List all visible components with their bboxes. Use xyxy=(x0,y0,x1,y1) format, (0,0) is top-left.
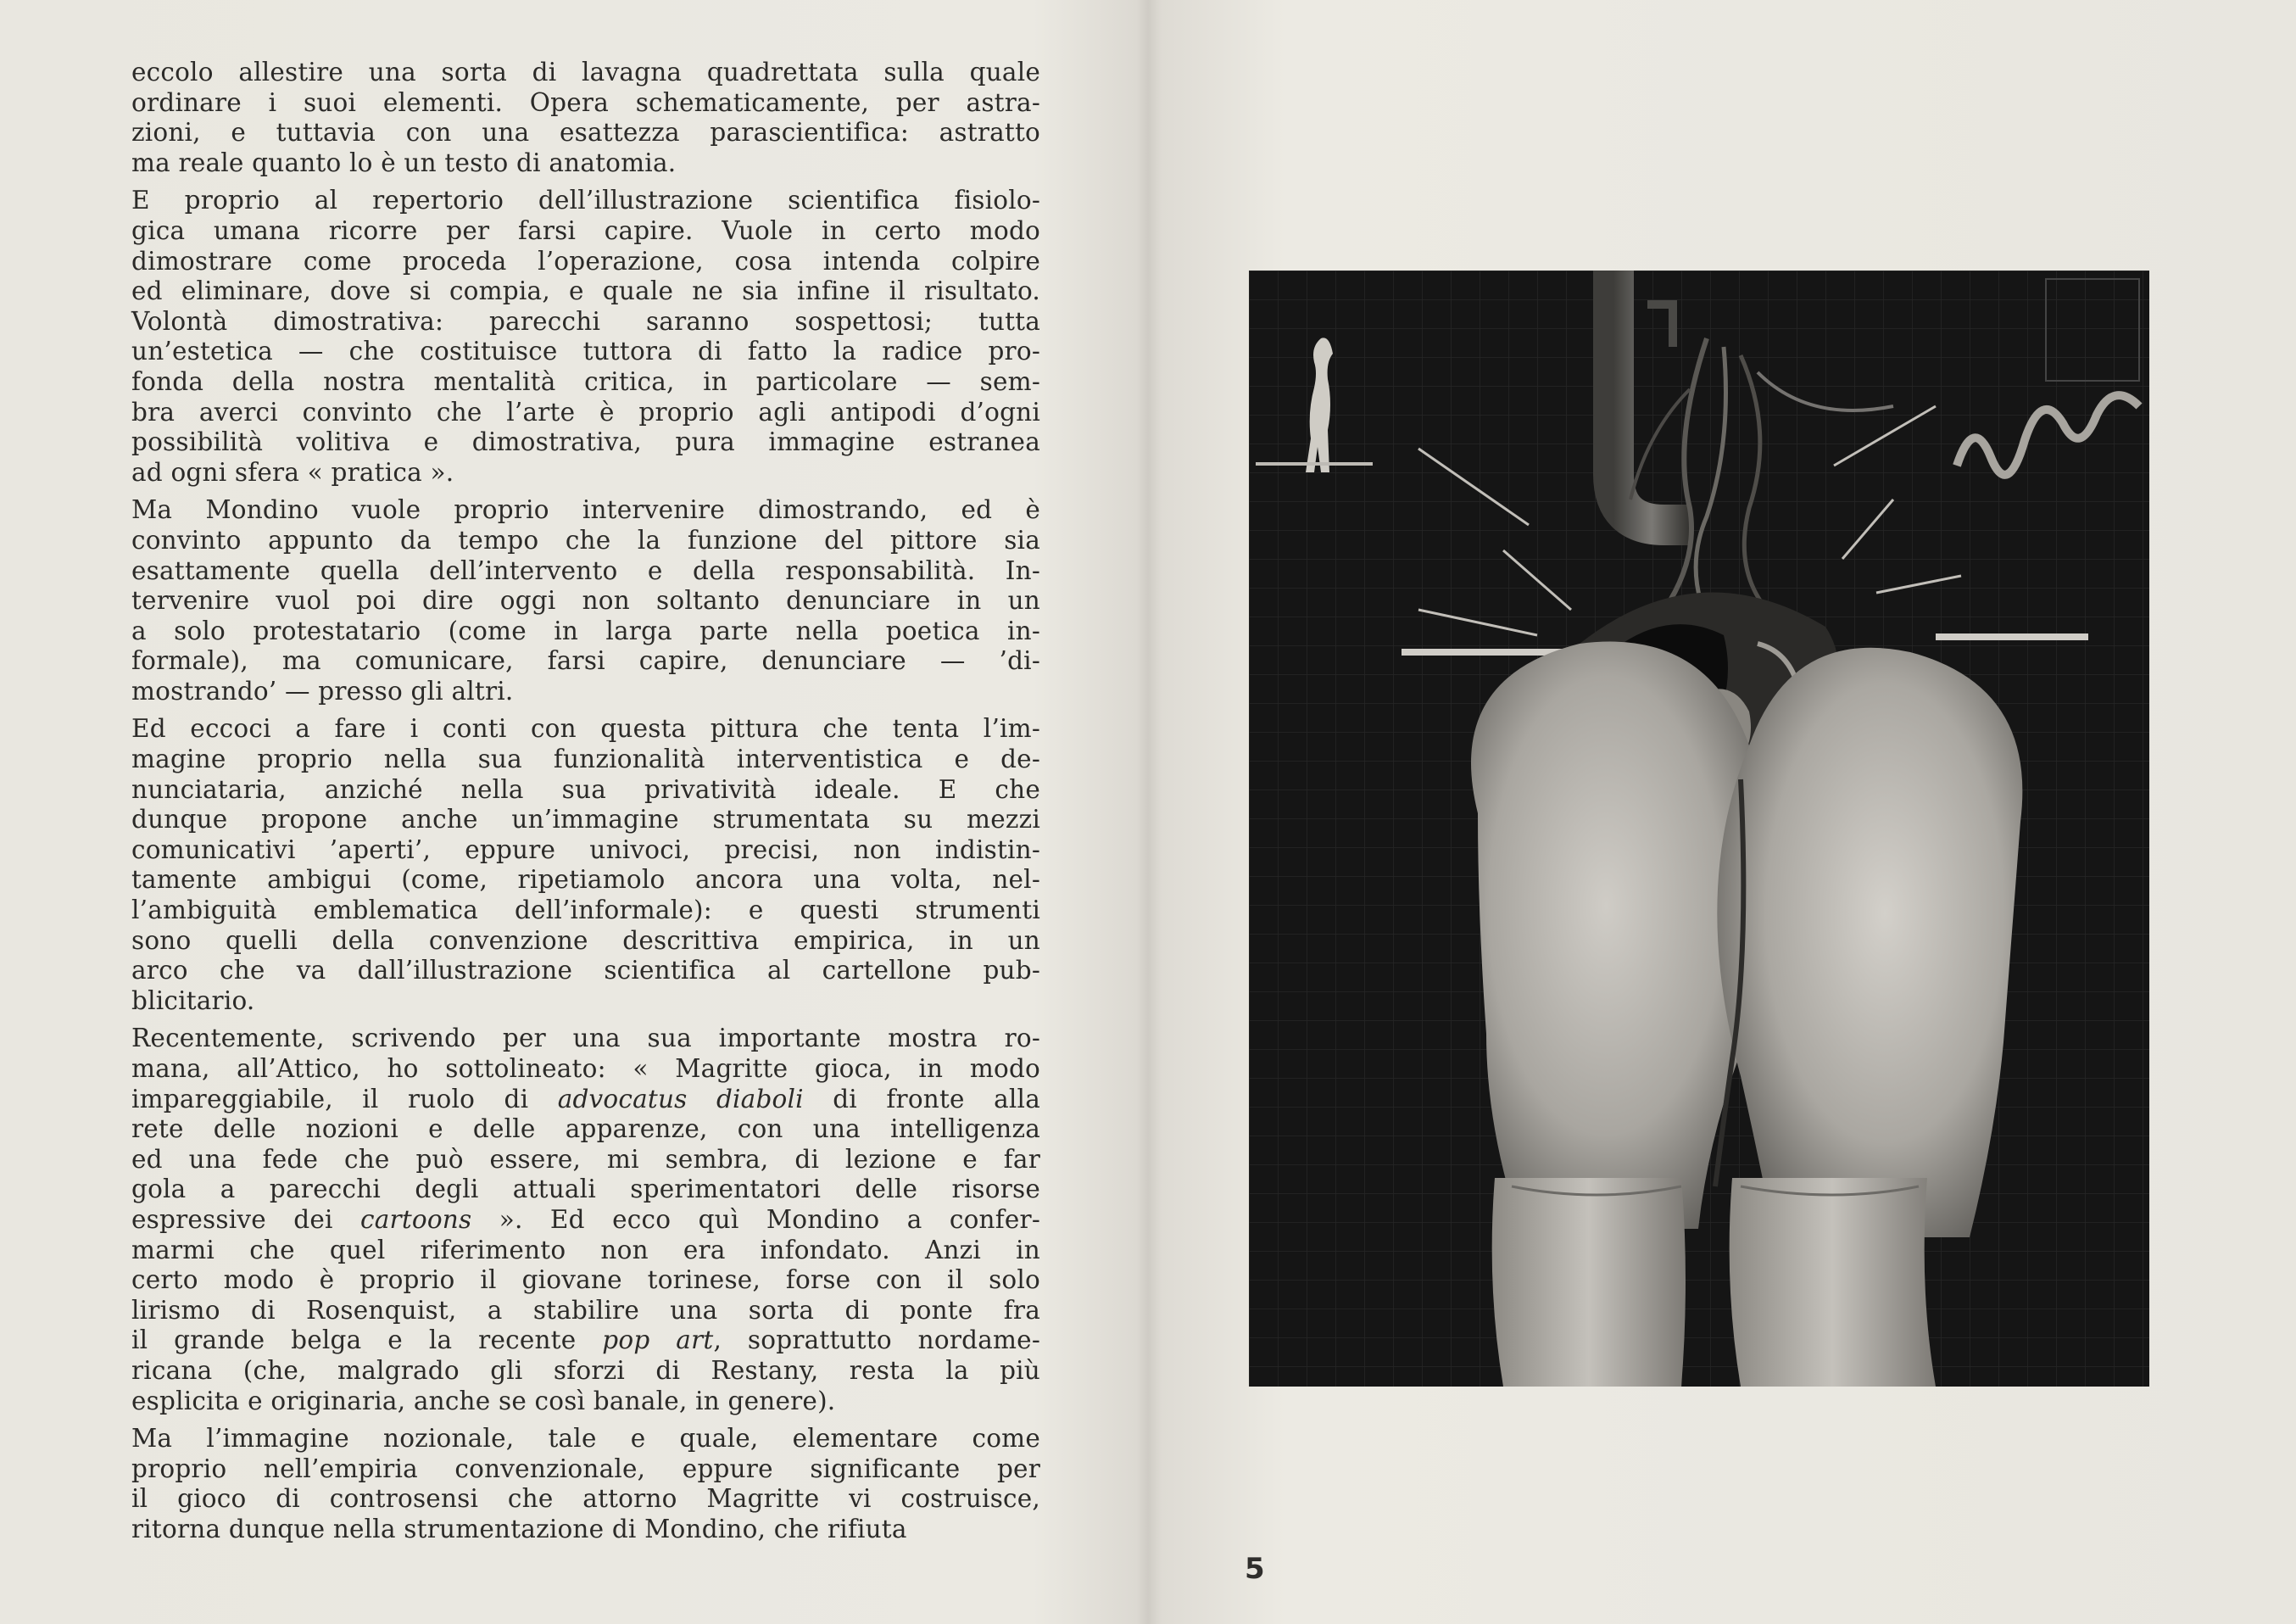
text-run: formale), ma comunicare, farsi capire, denunciare — ’di- xyxy=(131,646,1040,676)
text-line xyxy=(131,775,1040,806)
text-line xyxy=(131,956,1040,986)
text-run: ordinare i suoi elementi. Opera schematicamente, per astra- xyxy=(131,87,1040,117)
text-run: impareggiabile, il ruolo di xyxy=(131,1084,558,1113)
text-line xyxy=(131,646,1040,677)
text-run: fonda della nostra mentalità critica, in particolare — sem- xyxy=(131,366,1040,396)
text-line xyxy=(131,1515,1040,1545)
text-run: mana, all’Attico, ho sottolineato: « Magritte gioca, in modo xyxy=(131,1054,1040,1083)
text-run: eccolo allestire una sorta di lavagna quadrettata sulla quale xyxy=(131,58,1040,87)
text-run: convinto appunto da tempo che la funzione del pittore sia xyxy=(131,525,1040,555)
text-run: Ed eccoci a fare i conti con questa pittura che tenta l’im- xyxy=(131,714,1040,744)
text-line xyxy=(131,1296,1040,1326)
text-run: ed eliminare, dove si compia, e quale ne sia infine il risultato. xyxy=(131,276,1040,306)
text-line xyxy=(131,337,1040,367)
text-run: mostrando’ — presso gli altri. xyxy=(131,676,514,706)
text-run: bra averci convinto che l’arte è proprio agli antipodi d’ogni xyxy=(131,397,1040,427)
text-run: ». Ed ecco quì Mondino a confer- xyxy=(471,1204,1040,1234)
text-line xyxy=(131,1175,1040,1205)
text-run: un’estetica — che costituisce tuttora di fatto la radice pro- xyxy=(131,337,1040,366)
text-line xyxy=(131,495,1040,526)
text-run: proprio nell’empiria convenzionale, eppure significante per xyxy=(131,1454,1040,1483)
text-line xyxy=(131,307,1040,338)
text-line xyxy=(131,1387,1040,1417)
text-run: di fronte alla xyxy=(803,1084,1040,1113)
text-run: lirismo di Rosenquist, a stabilire una sorta di ponte fra xyxy=(131,1295,1040,1325)
text-line xyxy=(131,148,1040,179)
text-line xyxy=(131,714,1040,745)
text-line xyxy=(131,745,1040,775)
text-run: tervenire vuol poi dire oggi non soltanto denunciare in un xyxy=(131,586,1040,616)
text-run: ricana (che, malgrado gli sforzi di Restany, resta la più xyxy=(131,1355,1040,1385)
text-run: esplicita e originaria, anche se così banale, in genere). xyxy=(131,1386,836,1415)
text-run: ma reale quanto lo è un testo di anatomia. xyxy=(131,148,677,177)
right-page xyxy=(1148,0,2296,1624)
text-run: arco che va dall’illustrazione scientifica al cartellone pub- xyxy=(131,956,1040,985)
text-run: certo modo è proprio il giovane torinese, forse con il solo xyxy=(131,1265,1040,1295)
text-line xyxy=(131,1236,1040,1266)
text-line xyxy=(131,367,1040,398)
text-line xyxy=(131,427,1040,458)
text-line xyxy=(131,805,1040,835)
text-line xyxy=(131,1085,1040,1115)
artwork-image xyxy=(1249,271,2149,1387)
text-line xyxy=(131,247,1040,277)
text-line xyxy=(131,88,1040,119)
text-line xyxy=(131,186,1040,216)
body-paragraph xyxy=(131,186,1040,488)
text-line xyxy=(131,926,1040,957)
body-paragraph xyxy=(131,1424,1040,1544)
text-run: Ma l’immagine nozionale, tale e quale, elementare come xyxy=(131,1424,1040,1454)
text-line xyxy=(131,276,1040,307)
text-run: marmi che quel riferimento non era infondato. Anzi in xyxy=(131,1235,1040,1264)
text-run: tamente ambigui (come, ripetiamolo ancora una volta, nel- xyxy=(131,865,1040,895)
text-run: ad ogni sfera « pratica ». xyxy=(131,457,454,487)
body-paragraph xyxy=(131,58,1040,178)
text-run: ed una fede che può essere, mi sembra, di lezione e far xyxy=(131,1144,1040,1174)
text-line xyxy=(131,216,1040,247)
text-line xyxy=(131,1424,1040,1454)
text-line xyxy=(131,1024,1040,1054)
text-run: comunicativi ’aperti’, eppure univoci, precisi, non indistin- xyxy=(131,834,1040,864)
text-line xyxy=(131,677,1040,707)
text-run: rete delle nozioni e delle apparenze, con una intelligenza xyxy=(131,1114,1040,1144)
text-run: ritorna dunque nella strumentazione di Mondino, che rifiuta xyxy=(131,1514,907,1543)
text-run: a solo protestatario (come in larga parte nella poetica in- xyxy=(131,616,1040,645)
italic-term: cartoons xyxy=(360,1204,472,1234)
page-number: 5 xyxy=(1245,1552,1265,1586)
italic-term: pop art xyxy=(602,1325,714,1355)
text-line xyxy=(131,58,1040,88)
text-line xyxy=(131,1114,1040,1145)
text-run: blicitario. xyxy=(131,985,255,1015)
text-line xyxy=(131,1325,1040,1356)
text-line xyxy=(131,556,1040,587)
text-line xyxy=(131,1356,1040,1387)
text-run: dimostrare come proceda l’operazione, cosa intenda colpire xyxy=(131,246,1040,276)
text-line xyxy=(131,865,1040,896)
italic-term: advocatus diaboli xyxy=(557,1084,804,1113)
text-line xyxy=(131,1054,1040,1085)
text-run: sono quelli della convenzione descrittiva empirica, in un xyxy=(131,925,1040,955)
text-line xyxy=(131,118,1040,148)
text-run: zioni, e tuttavia con una esattezza parascientifica: astratto xyxy=(131,118,1040,148)
text-line xyxy=(131,586,1040,617)
text-run: Recentemente, scrivendo per una sua importante mostra ro- xyxy=(131,1024,1040,1053)
artwork-reproduction xyxy=(1249,271,2149,1387)
text-line xyxy=(131,1205,1040,1236)
text-run: il grande belga e la recente xyxy=(131,1325,603,1355)
text-line xyxy=(131,398,1040,428)
text-run: E proprio al repertorio dell’illustrazione scientifica fisiolo- xyxy=(131,186,1040,215)
body-text-column xyxy=(131,58,1040,1553)
text-run: esattamente quella dell’intervento e della responsabilità. In- xyxy=(131,555,1040,585)
text-run: dunque propone anche un’immagine strumentata su mezzi xyxy=(131,805,1040,834)
text-line xyxy=(131,1484,1040,1515)
text-run: l’ambiguità emblematica dell’informale): e questi strumenti xyxy=(131,896,1040,925)
body-paragraph xyxy=(131,714,1040,1016)
text-run: possibilità volitiva e dimostrativa, pura immagine estranea xyxy=(131,427,1040,457)
text-run: il gioco di controsensi che attorno Magritte vi costruisce, xyxy=(131,1484,1040,1514)
text-run: magine proprio nella sua funzionalità interventistica e de- xyxy=(131,745,1040,774)
text-line xyxy=(131,835,1040,866)
body-paragraph xyxy=(131,495,1040,706)
text-run: gica umana ricorre per farsi capire. Vuole in certo modo xyxy=(131,215,1040,245)
text-line xyxy=(131,986,1040,1017)
body-paragraph xyxy=(131,1024,1040,1416)
text-line xyxy=(131,458,1040,488)
text-line xyxy=(131,617,1040,647)
text-run: , soprattutto nordame- xyxy=(713,1325,1041,1355)
text-run: Ma Mondino vuole proprio intervenire dimostrando, ed è xyxy=(131,495,1040,525)
text-line xyxy=(131,526,1040,556)
text-run: espressive dei xyxy=(131,1204,361,1234)
text-line xyxy=(131,1454,1040,1485)
text-run: gola a parecchi degli attuali sperimentatori delle risorse xyxy=(131,1175,1040,1204)
text-run: nunciataria, anziché nella sua privatività ideale. E che xyxy=(131,774,1040,804)
text-line xyxy=(131,1265,1040,1296)
text-line xyxy=(131,1145,1040,1175)
text-line xyxy=(131,896,1040,926)
text-run: Volontà dimostrativa: parecchi saranno sospettosi; tutta xyxy=(131,306,1040,336)
